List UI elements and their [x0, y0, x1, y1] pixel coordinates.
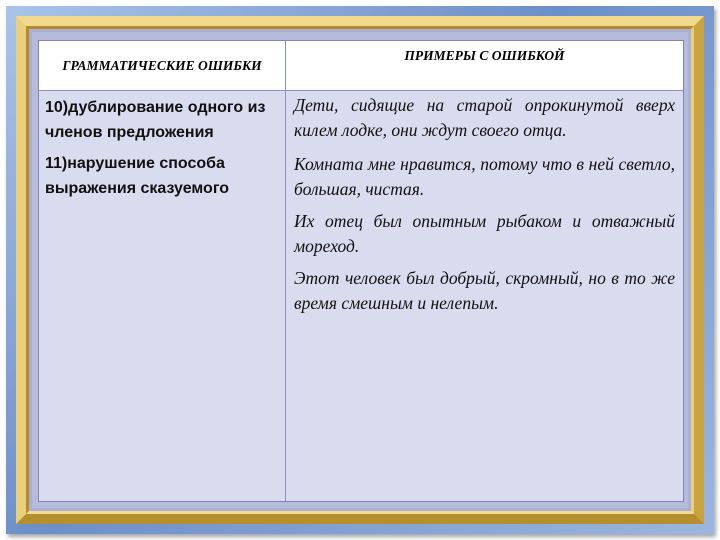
example-item-1: Дети, сидящие на старой опрокинутой вверх килем лодке, они ждут своего отца. [294, 95, 675, 140]
error-item-10: 10)дублирование одного из членов предложения [45, 99, 266, 141]
example-item-4: Этот человек был добрый, скромный, но в то же время смешным и нелепым. [294, 268, 675, 313]
errors-table [38, 40, 684, 502]
example-item-3: Их отец был опытным рыбаком и отважный мореход. [294, 211, 675, 256]
errors-column [39, 91, 286, 501]
header-examples: ПРИМЕРЫ С ОШИБКОЙ [286, 41, 683, 91]
error-item-11: 11)нарушение способа выражения сказуемого [45, 155, 230, 197]
slide-canvas [32, 32, 688, 508]
header-errors: ГРАММАТИЧЕСКИЕ ОШИБКИ [39, 41, 286, 91]
examples-column [286, 91, 683, 501]
example-item-2: Комната мне нравится, потому что в ней светло, большая, чистая. [294, 154, 675, 199]
